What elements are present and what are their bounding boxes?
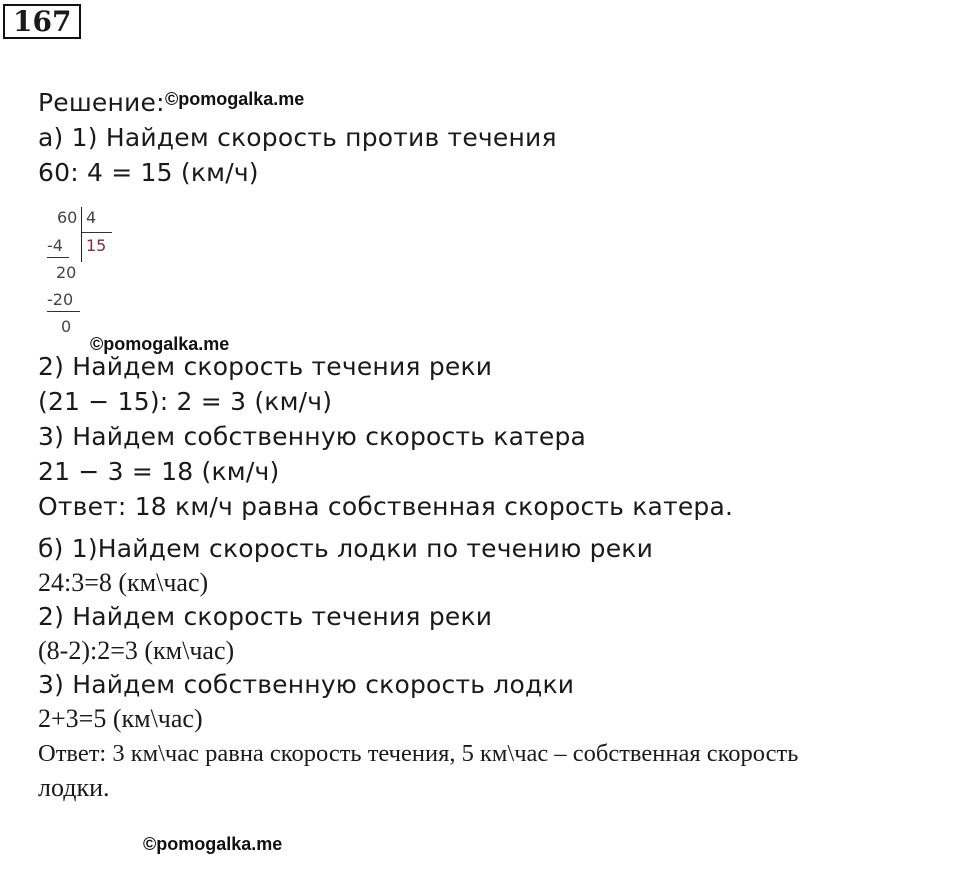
ld-underline-1 (47, 257, 69, 258)
part-b-step-3: 3) Найдем собственную скорость лодки (38, 670, 575, 699)
part-b-step-1: б) 1)Найдем скорость лодки по течению реки (38, 534, 654, 563)
long-division (42, 205, 122, 340)
part-b-answer-line-2: лодки. (38, 773, 110, 802)
part-b-answer-line-1: Ответ: 3 км\час равна скорость течения, 5 км\час – собственная скорость (38, 740, 799, 767)
ld-divisor: 4 (86, 208, 97, 227)
watermark: ©pomogalka.me (143, 834, 283, 854)
ld-dividend: 60 (57, 208, 78, 227)
part-a-calc-3: 21 − 3 = 18 (км/ч) (38, 457, 280, 486)
watermark: ©pomogalka.me (165, 89, 305, 109)
ld-subtract-1: -4 (47, 236, 63, 255)
ld-remainder-1: 20 (56, 263, 77, 282)
part-b-calc-1: 24:3=8 (км\час) (38, 568, 209, 597)
part-a-calc-1: 60: 4 = 15 (км/ч) (38, 158, 259, 187)
part-a-step-1: а) 1) Найдем скорость против течения (38, 123, 557, 152)
part-a-calc-2: (21 − 15): 2 = 3 (км/ч) (38, 387, 333, 416)
part-a-answer: Ответ: 18 км/ч равна собственная скорость катера. (38, 492, 734, 521)
watermark: ©pomogalka.me (90, 334, 230, 354)
solution-heading: Решение: (38, 88, 165, 117)
ld-subtract-2: -20 (47, 290, 74, 309)
part-b-calc-2: (8-2):2=3 (км\час) (38, 636, 235, 665)
problem-number: 167 (3, 4, 81, 39)
part-a-step-2: 2) Найдем скорость течения реки (38, 352, 493, 381)
ld-vertical-line (81, 207, 82, 262)
ld-underline-2 (47, 311, 80, 312)
ld-divisor-line (82, 232, 112, 233)
part-b-calc-3: 2+3=5 (км\час) (38, 704, 203, 733)
ld-quotient: 15 (86, 236, 107, 255)
ld-remainder-2: 0 (61, 317, 72, 336)
part-b-step-2: 2) Найдем скорость течения реки (38, 602, 493, 631)
part-a-step-3: 3) Найдем собственную скорость катера (38, 422, 587, 451)
